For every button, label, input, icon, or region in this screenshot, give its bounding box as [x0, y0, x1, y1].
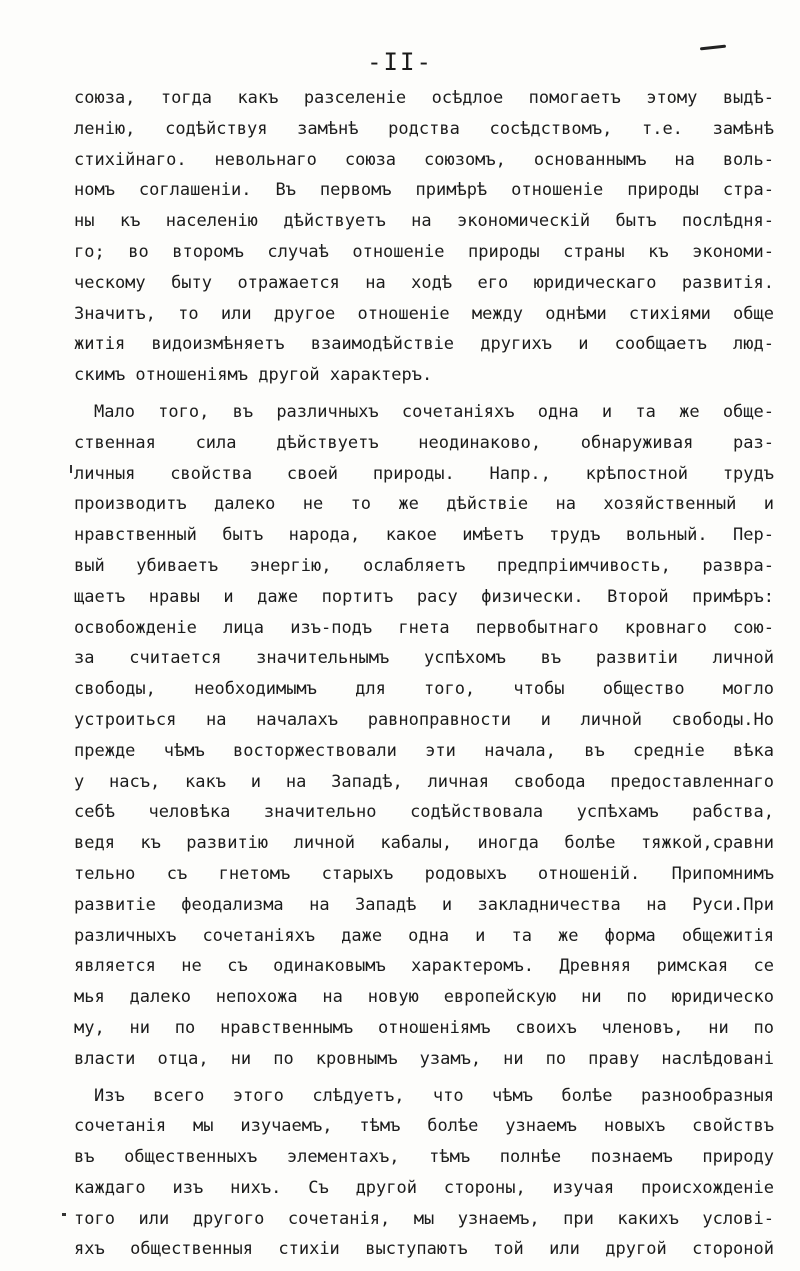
text-line: ленію, содѣйствуя замѣнѣ родства сосѣдствомъ, т.е. замѣнѣ [74, 118, 774, 139]
text-line: производитъ далеко не то же дѣйствіе на хозяйственный и [74, 494, 774, 515]
body-text [74, 83, 774, 1265]
text-line: личныя свойства своей природы. Напр., крѣпостной трудъ [74, 463, 774, 484]
stray-ink-mark [62, 1213, 66, 1216]
text-line: ны къ населенію дѣйствуетъ на экономическій бытъ послѣдня- [74, 211, 774, 232]
text-line: ственная сила дѣйствуетъ неодинаково, обнаруживая раз- [74, 432, 774, 453]
text-line: нравственный бытъ народа, какое имѣетъ трудъ вольный. Пер- [74, 525, 774, 546]
text-line: Значитъ, то или другое отношеніе между однѣми стихіями обще [74, 303, 774, 324]
text-line: ческому быту отражается на ходѣ его юридическаго развитія. [74, 272, 774, 293]
page-number: -II- [367, 48, 433, 76]
text-line: му, ни по нравственнымъ отношеніямъ своихъ членовъ, ни по [74, 1017, 774, 1038]
paragraph-start-line: Изъ всего этого слѣдуетъ, что чѣмъ болѣе разнообразныя [94, 1085, 774, 1106]
stray-ink-mark [70, 465, 72, 473]
text-line: каждаго изъ нихъ. Съ другой стороны, изучая происхожденіе [74, 1177, 774, 1198]
text-line: у насъ, какъ и на Западѣ, личная свобода предоставленнаго [74, 771, 774, 792]
text-line: власти отца, ни по кровнымъ узамъ, ни по праву наслѣдовані [74, 1048, 774, 1069]
text-line: вый убиваетъ энергію, ослабляетъ предпріимчивость, развра- [74, 555, 774, 576]
text-line: житія видоизмѣняетъ взаимодѣйствіе другихъ и сообщаетъ люд- [74, 334, 774, 355]
text-line: ведя къ развитію личной кабалы, иногда болѣе тяжкой,сравни [74, 833, 774, 854]
text-line: за считается значительнымъ успѣхомъ въ развитіи личной [74, 648, 774, 669]
text-line: себѣ человѣка значительно содѣйствовала успѣхамъ рабства, [74, 802, 774, 823]
text-line: устроиться на началахъ равноправности и личной свободы.Но [74, 709, 774, 730]
text-line: сочетанія мы изучаемъ, тѣмъ болѣе узнаемъ новыхъ свойствъ [74, 1116, 774, 1137]
text-line: того или другого сочетанія, мы узнаемъ, при какихъ услові- [74, 1208, 774, 1229]
text-line: щаетъ нравы и даже портитъ расу физически. Второй примѣръ: [74, 586, 774, 607]
text-line: стихійнаго. невольнаго союза союзомъ, основаннымъ на воль- [74, 149, 774, 170]
text-line: различныхъ сочетаніяхъ даже одна и та же форма общежитія [74, 925, 774, 946]
text-line: мья далеко непохожа на новую европейскую ни по юридическо [74, 987, 774, 1008]
text-line: является не съ одинаковымъ характеромъ. Древняя римская се [74, 956, 774, 977]
text-line: союза, тогда какъ разселеніе осѣдлое помогаетъ этому выдѣ- [74, 88, 774, 108]
text-line: номъ соглашеніи. Въ первомъ примѣрѣ отношеніе природы стра- [74, 180, 774, 201]
text-line: яхъ общественныя стихіи выступаютъ той или другой стороной [74, 1239, 774, 1260]
text-line: го; во второмъ случаѣ отношеніе природы страны къ экономи- [74, 241, 774, 262]
text-line: свободы, необходимымъ для того, чтобы общество могло [74, 679, 774, 700]
text-line: освобожденіе лица изъ-подъ гнета первобытнаго кровнаго сою- [74, 617, 774, 638]
text-line: прежде чѣмъ восторжествовали эти начала, въ средніе вѣка [74, 740, 774, 761]
paragraph-start-line: Мало того, въ различныхъ сочетаніяхъ одна и та же обще- [94, 401, 774, 422]
text-line: скимъ отношеніямъ другой характеръ. [74, 365, 433, 386]
text-line: развитіе феодализма на Западѣ и закладничества на Руси.При [74, 894, 774, 915]
text-line: тельно съ гнетомъ старыхъ родовыхъ отношеній. Припомнимъ [74, 863, 774, 884]
text-line: въ общественныхъ элементахъ, тѣмъ полнѣе познаемъ природу [74, 1147, 774, 1168]
